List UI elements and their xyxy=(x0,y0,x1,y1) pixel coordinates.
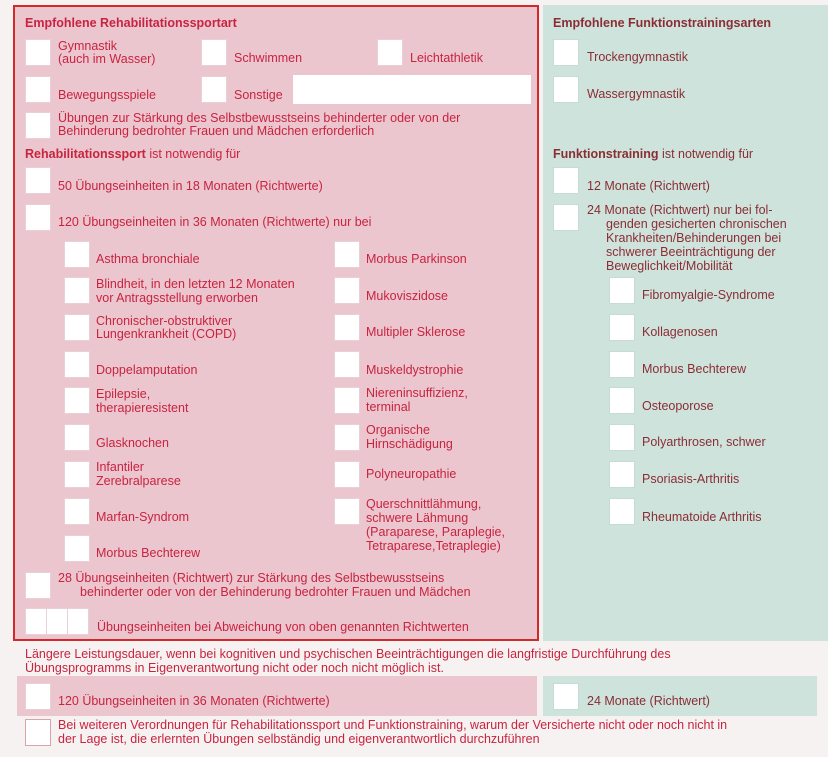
label-niereninsuffizienz-line2: terminal xyxy=(366,400,411,414)
label-weitere-verordnungen-line2: der Lage ist, die erlernten Übungen selbständig und eigenverantwortlich durchzuführen xyxy=(58,732,540,746)
label-24-monate-line4: schwerer Beeinträchtigung der xyxy=(606,245,776,259)
checkbox-copd[interactable] xyxy=(64,314,90,341)
checkbox-gymnastik[interactable] xyxy=(25,39,51,66)
checkbox-asthma[interactable] xyxy=(64,241,90,268)
label-psoriasis: Psoriasis-Arthritis xyxy=(642,472,740,486)
checkbox-rheumatoide[interactable] xyxy=(609,498,635,525)
label-12-monate: 12 Monate (Richtwert) xyxy=(587,179,710,193)
label-querschnitt-line2: schwere Lähmung xyxy=(366,511,469,525)
checkbox-schwimmen[interactable] xyxy=(201,39,227,66)
label-24-monate-line2: genden gesicherten chronischen xyxy=(606,217,787,231)
label-polyneuropathie: Polyneuropathie xyxy=(366,467,457,481)
checkbox-osteoporose[interactable] xyxy=(609,387,635,414)
label-copd-line2: Lungenkrankheit (COPD) xyxy=(96,327,237,341)
checkbox-polyneuropathie[interactable] xyxy=(334,461,360,488)
label-24-monate-line3: Krankheiten/Behinderungen bei xyxy=(606,231,782,245)
label-120-einheiten: 120 Übungseinheiten in 36 Monaten (Richtwerte) nur bei xyxy=(58,215,372,229)
rehasport-heading: Empfohlene Rehabilitationssportart xyxy=(25,16,237,30)
checkbox-bechterew-reha[interactable] xyxy=(64,535,90,562)
laengere-leistungsdauer-line2: Übungsprogramms in Eigenverantwortung nicht oder noch nicht möglich ist. xyxy=(25,661,444,675)
digit-box-1[interactable] xyxy=(25,608,47,635)
label-leichtathletik: Leichtathletik xyxy=(410,51,483,65)
label-doppelamputation: Doppelamputation xyxy=(96,363,198,377)
label-epilepsie-line1: Epilepsie, xyxy=(96,387,151,401)
label-sklerose: Multipler Sklerose xyxy=(366,325,466,339)
label-muskeldystrophie: Muskeldystrophie xyxy=(366,363,464,377)
checkbox-niereninsuffizienz[interactable] xyxy=(334,387,360,414)
label-blindheit-line2: vor Antragsstellung erworben xyxy=(96,291,258,305)
label-blindheit-line1: Blindheit, in den letzten 12 Monaten xyxy=(96,277,295,291)
label-28-einheiten-line1: 28 Übungseinheiten (Richtwert) zur Stärkung des Selbstbewusstseins xyxy=(58,571,445,585)
checkbox-mukoviszidose[interactable] xyxy=(334,277,360,304)
checkbox-epilepsie[interactable] xyxy=(64,387,90,414)
checkbox-blindheit[interactable] xyxy=(64,277,90,304)
label-bottom-24-monate: 24 Monate (Richtwert) xyxy=(587,694,710,708)
checkbox-28-einheiten[interactable] xyxy=(25,572,51,599)
checkbox-bewegungsspiele[interactable] xyxy=(25,76,51,103)
label-sonstige: Sonstige xyxy=(234,88,283,102)
label-trockengymnastik: Trockengymnastik xyxy=(587,50,688,64)
funktionstraining-notwendig-label: Funktionstraining ist notwendig für xyxy=(553,147,754,161)
label-gymnastik-line1: Gymnastik xyxy=(58,39,118,53)
label-asthma: Asthma bronchiale xyxy=(96,252,200,266)
checkbox-doppelamputation[interactable] xyxy=(64,351,90,378)
label-osteoporose: Osteoporose xyxy=(642,399,714,413)
label-fibromyalgie: Fibromyalgie-Syndrome xyxy=(642,288,775,302)
checkbox-wassergymnastik[interactable] xyxy=(553,76,579,103)
label-copd-line1: Chronischer-obstruktiver xyxy=(96,314,233,328)
label-bechterew-reha: Morbus Bechterew xyxy=(96,546,201,560)
checkbox-50-einheiten[interactable] xyxy=(25,167,51,194)
label-hirnschaedigung-line1: Organische xyxy=(366,423,430,437)
label-zerebralparese-line1: Infantiler xyxy=(96,460,144,474)
label-rheumatoide: Rheumatoide Arthritis xyxy=(642,510,762,524)
label-kollagenosen: Kollagenosen xyxy=(642,325,718,339)
checkbox-weitere-verordnungen[interactable] xyxy=(25,719,51,746)
checkbox-12-monate[interactable] xyxy=(553,167,579,194)
label-epilepsie-line2: therapieresistent xyxy=(96,401,189,415)
checkbox-querschnittlaehmung[interactable] xyxy=(334,498,360,525)
label-abweichung: Übungseinheiten bei Abweichung von oben genannten Richtwerten xyxy=(97,620,469,634)
checkbox-marfan[interactable] xyxy=(64,498,90,525)
label-niereninsuffizienz-line1: Niereninsuffizienz, xyxy=(366,386,468,400)
checkbox-selbstbewusstsein[interactable] xyxy=(25,112,51,139)
sonstige-input[interactable] xyxy=(293,75,531,104)
label-24-monate-line1: 24 Monate (Richtwert) nur bei fol- xyxy=(587,203,773,217)
label-selbstbewusstsein-line2: Behinderung bedrohter Frauen und Mädchen erforderlich xyxy=(58,124,375,138)
checkbox-muskeldystrophie[interactable] xyxy=(334,351,360,378)
checkbox-kollagenosen[interactable] xyxy=(609,314,635,341)
checkbox-hirnschaedigung[interactable] xyxy=(334,424,360,451)
checkbox-polyarthrosen[interactable] xyxy=(609,424,635,451)
label-bechterew-ft: Morbus Bechterew xyxy=(642,362,747,376)
checkbox-leichtathletik[interactable] xyxy=(377,39,403,66)
checkbox-parkinson[interactable] xyxy=(334,241,360,268)
laengere-leistungsdauer-line1: Längere Leistungsdauer, wenn bei kognitiven und psychischen Beeinträchtigungen die langfristige Durchführung des xyxy=(25,647,671,661)
checkbox-bottom-120-einheiten[interactable] xyxy=(25,683,51,710)
checkbox-glasknochen[interactable] xyxy=(64,424,90,451)
checkbox-trockengymnastik[interactable] xyxy=(553,39,579,66)
checkbox-sonstige[interactable] xyxy=(201,76,227,103)
label-weitere-verordnungen-line1: Bei weiteren Verordnungen für Rehabilitationssport und Funktionstraining, warum der Versicherte nicht oder noch nicht in xyxy=(58,718,728,732)
checkbox-bottom-24-monate[interactable] xyxy=(553,683,579,710)
label-50-einheiten: 50 Übungseinheiten in 18 Monaten (Richtwerte) xyxy=(58,179,323,193)
label-mukoviszidose: Mukoviszidose xyxy=(366,289,448,303)
checkbox-bechterew-ft[interactable] xyxy=(609,351,635,378)
checkbox-psoriasis[interactable] xyxy=(609,461,635,488)
label-bottom-120-einheiten: 120 Übungseinheiten in 36 Monaten (Richtwerte) xyxy=(58,694,330,708)
label-marfan: Marfan-Syndrom xyxy=(96,510,190,524)
checkbox-24-monate[interactable] xyxy=(553,204,579,231)
checkbox-120-einheiten[interactable] xyxy=(25,204,51,231)
label-24-monate-line5: Beweglichkeit/Mobilität xyxy=(606,259,733,273)
checkbox-fibromyalgie[interactable] xyxy=(609,277,635,304)
label-glasknochen: Glasknochen xyxy=(96,436,169,450)
checkbox-sklerose[interactable] xyxy=(334,314,360,341)
rehasport-notwendig-label: Rehabilitationssport ist notwendig für xyxy=(25,147,241,161)
label-selbstbewusstsein-line1: Übungen zur Stärkung des Selbstbewusstseins behinderter oder von der xyxy=(58,111,461,125)
label-zerebralparese-line2: Zerebralparese xyxy=(96,474,181,488)
label-28-einheiten-line2: behinderter oder von der Behinderung bedrohter Frauen und Mädchen xyxy=(80,585,471,599)
funktionstraining-panel xyxy=(543,5,828,641)
label-querschnitt-line1: Querschnittlähmung, xyxy=(366,497,482,511)
label-wassergymnastik: Wassergymnastik xyxy=(587,87,686,101)
label-polyarthrosen: Polyarthrosen, schwer xyxy=(642,435,766,449)
label-querschnitt-line3: (Paraparese, Paraplegie, xyxy=(366,525,505,539)
digit-box-2[interactable] xyxy=(46,608,68,635)
digit-box-3[interactable] xyxy=(67,608,89,635)
checkbox-zerebralparese[interactable] xyxy=(64,461,90,488)
label-gymnastik-line2: (auch im Wasser) xyxy=(58,52,156,66)
label-querschnitt-line4: Tetraparese,Tetraplegie) xyxy=(366,539,501,553)
funktionstraining-heading: Empfohlene Funktionstrainingsarten xyxy=(553,16,772,30)
label-schwimmen: Schwimmen xyxy=(234,51,303,65)
label-parkinson: Morbus Parkinson xyxy=(366,252,467,266)
label-bewegungsspiele: Bewegungsspiele xyxy=(58,88,156,102)
label-hirnschaedigung-line2: Hirnschädigung xyxy=(366,437,453,451)
